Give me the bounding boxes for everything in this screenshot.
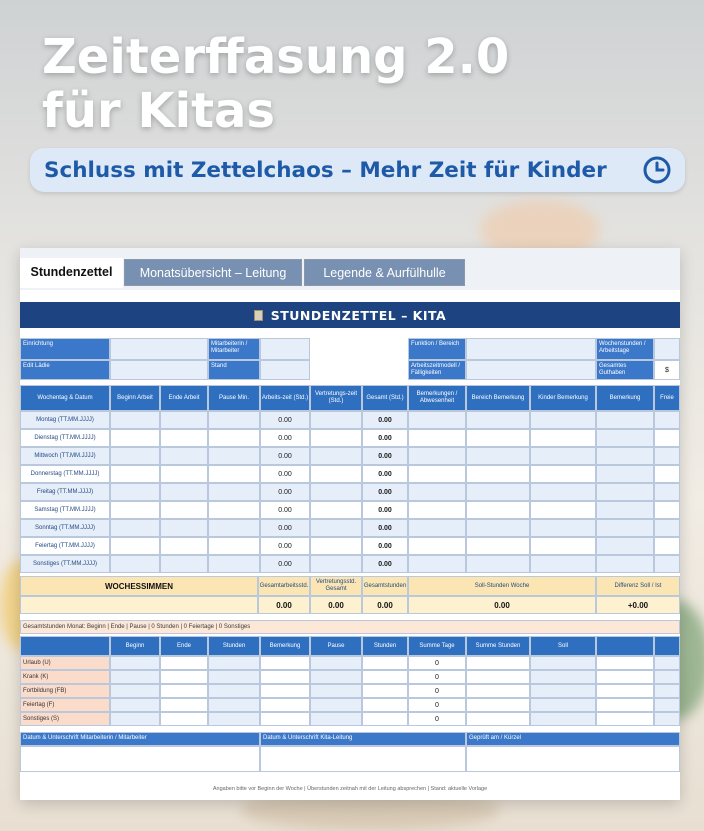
absence-input[interactable] [466, 670, 530, 684]
time-input[interactable] [160, 555, 208, 573]
absence-input[interactable] [208, 684, 260, 698]
time-input[interactable] [408, 519, 466, 537]
column-header: Beginn Arbeit [110, 385, 160, 411]
time-input[interactable] [596, 447, 654, 465]
time-input[interactable] [596, 429, 654, 447]
absence-input[interactable] [654, 712, 680, 726]
time-input[interactable] [654, 537, 680, 555]
time-input[interactable] [310, 465, 362, 483]
info-label: Gesamtes Guthaben [596, 360, 654, 380]
absence-input[interactable] [260, 656, 310, 670]
summary-header: Soll-Stunden Woche [408, 576, 596, 596]
time-input[interactable] [110, 483, 160, 501]
absence-column-header: Summe Stunden [466, 636, 530, 656]
row-label: Freitag (TT.MM.JJJJ) [20, 483, 110, 501]
column-header: Freie [654, 385, 680, 411]
absence-input[interactable] [530, 670, 596, 684]
time-input[interactable] [160, 429, 208, 447]
absence-row-label: Krank (K) [20, 670, 110, 684]
absence-input[interactable] [110, 712, 160, 726]
absence-input[interactable] [530, 684, 596, 698]
absence-input[interactable] [362, 698, 408, 712]
signature-label: Datum & Unterschrift Mitarbeiterin / Mitarbeiter [20, 732, 260, 746]
absence-input[interactable] [596, 712, 654, 726]
time-input[interactable] [530, 555, 596, 573]
time-input[interactable] [530, 465, 596, 483]
absence-input[interactable] [310, 656, 362, 670]
info-label: Funktion / Bereich [408, 338, 466, 360]
time-input[interactable] [654, 465, 680, 483]
time-input[interactable] [408, 555, 466, 573]
absence-row-label: Sonstiges (S) [20, 712, 110, 726]
row-label: Samstag (TT.MM.JJJJ) [20, 501, 110, 519]
time-input[interactable] [466, 447, 530, 465]
absence-input[interactable] [596, 670, 654, 684]
info-label: Wochenstunden / Arbeitstage [596, 338, 654, 360]
absence-input[interactable] [310, 670, 362, 684]
absence-input[interactable] [654, 656, 680, 670]
info-input[interactable] [654, 338, 680, 360]
time-input[interactable] [654, 519, 680, 537]
sheet-title: STUNDENZETTEL – KITA [270, 307, 447, 323]
column-header: Arbeits-zeit (Std.) [260, 385, 310, 411]
info-input[interactable] [466, 338, 596, 360]
tab-stundenzettel[interactable]: Stundenzettel [20, 258, 123, 288]
work-hours-value: 0.00 [260, 429, 310, 447]
time-input[interactable] [160, 537, 208, 555]
time-input[interactable] [110, 411, 160, 429]
row-label: Donnerstag (TT.MM.JJJJ) [20, 465, 110, 483]
hero-title-line-1: Zeiterffasung 2.0 [42, 29, 510, 85]
column-header: Ende Arbeit [160, 385, 208, 411]
time-input[interactable] [310, 555, 362, 573]
summary-spacer [20, 596, 258, 614]
absence-input[interactable] [260, 684, 310, 698]
info-label: Einrichtung [20, 338, 110, 360]
summary-label: WOCHESSIMMEN [20, 576, 258, 596]
absence-input[interactable] [654, 670, 680, 684]
row-label: Sonstiges (TT.MM.JJJJ) [20, 555, 110, 573]
time-input[interactable] [310, 429, 362, 447]
absence-column-header: Stunden [362, 636, 408, 656]
absence-input[interactable] [466, 712, 530, 726]
time-input[interactable] [160, 501, 208, 519]
absence-input[interactable] [110, 656, 160, 670]
info-input[interactable] [260, 338, 310, 360]
absence-input[interactable] [260, 698, 310, 712]
summary-value: +0.00 [596, 596, 680, 614]
signature-label: Datum & Unterschrift Kita-Leitung [260, 732, 466, 746]
absence-column-header: Beginn [110, 636, 160, 656]
time-input[interactable] [160, 519, 208, 537]
info-label: Mitarbeiterin / Mitarbeiter [208, 338, 260, 360]
time-input[interactable] [408, 429, 466, 447]
absence-input[interactable] [160, 684, 208, 698]
time-input[interactable] [408, 483, 466, 501]
time-input[interactable] [110, 465, 160, 483]
time-input[interactable] [596, 519, 654, 537]
time-input[interactable] [466, 555, 530, 573]
total-hours-value: 0.00 [362, 447, 408, 465]
info-input[interactable] [110, 338, 208, 360]
work-hours-value: 0.00 [260, 537, 310, 555]
footer-note: Angaben bitte vor Beginn der Woche | Überstunden zeitnah mit der Leitung absprechen | Stand: aktuelle Vorlage [212, 786, 488, 792]
absence-row-label: Feiertag (F) [20, 698, 110, 712]
time-input[interactable] [110, 501, 160, 519]
total-hours-value: 0.00 [362, 465, 408, 483]
time-input[interactable] [596, 537, 654, 555]
absence-input[interactable] [362, 670, 408, 684]
absence-input[interactable] [466, 698, 530, 712]
column-header: Wochentag & Datum [20, 385, 110, 411]
absence-input[interactable] [596, 684, 654, 698]
absence-input[interactable] [260, 712, 310, 726]
time-input[interactable] [654, 411, 680, 429]
total-hours-value: 0.00 [362, 501, 408, 519]
absence-header-blank [20, 636, 110, 656]
info-input[interactable] [110, 360, 208, 380]
row-label: Feiertag (TT.MM.JJJJ) [20, 537, 110, 555]
absence-column-header: Stunden [208, 636, 260, 656]
absence-input[interactable] [310, 698, 362, 712]
absence-input[interactable] [160, 656, 208, 670]
absence-count: 0 [408, 698, 466, 712]
total-hours-value: 0.00 [362, 555, 408, 573]
time-input[interactable] [466, 537, 530, 555]
signature-field[interactable] [260, 746, 466, 772]
summary-value: 0.00 [310, 596, 362, 614]
time-input[interactable] [110, 447, 160, 465]
signature-field[interactable] [466, 746, 680, 772]
work-hours-value: 0.00 [260, 555, 310, 573]
time-input[interactable] [110, 555, 160, 573]
absence-column-header: Ende [160, 636, 208, 656]
absence-count: 0 [408, 684, 466, 698]
time-input[interactable] [310, 537, 362, 555]
time-input[interactable] [654, 429, 680, 447]
time-input[interactable] [466, 429, 530, 447]
time-input[interactable] [408, 465, 466, 483]
summary-header: Gesamtstunden [362, 576, 408, 596]
clipboard-icon [254, 310, 263, 321]
subtitle-text: Schluss mit Zettelchaos – Mehr Zeit für Kinder [44, 157, 607, 183]
summary-value: 0.00 [362, 596, 408, 614]
absence-column-header [596, 636, 654, 656]
time-input[interactable] [408, 537, 466, 555]
time-input[interactable] [208, 465, 260, 483]
time-input[interactable] [654, 501, 680, 519]
total-hours-value: 0.00 [362, 429, 408, 447]
summary-value: 0.00 [258, 596, 310, 614]
time-input[interactable] [208, 447, 260, 465]
total-hours-value: 0.00 [362, 537, 408, 555]
summary-header: Differenz Soll / Ist [596, 576, 680, 596]
time-input[interactable] [160, 447, 208, 465]
note-strip: Gesamtstunden Monat: Beginn | Ende | Pause | 0 Stunden | 0 Feiertage | 0 Sonstiges [20, 620, 680, 634]
hero-title [42, 30, 682, 138]
subtitle-pill [30, 148, 685, 192]
absence-input[interactable] [260, 670, 310, 684]
tab-bar [20, 248, 680, 290]
time-input[interactable] [466, 411, 530, 429]
absence-column-header: Summe Tage [408, 636, 466, 656]
time-input[interactable] [408, 501, 466, 519]
time-input[interactable] [596, 465, 654, 483]
work-hours-value: 0.00 [260, 501, 310, 519]
time-input[interactable] [654, 447, 680, 465]
time-input[interactable] [310, 483, 362, 501]
work-hours-value: 0.00 [260, 519, 310, 537]
column-header: Bereich Bemerkung [466, 385, 530, 411]
absence-input[interactable] [466, 684, 530, 698]
time-input[interactable] [208, 429, 260, 447]
absence-input[interactable] [362, 684, 408, 698]
column-header: Pause Min. [208, 385, 260, 411]
absence-input[interactable] [362, 656, 408, 670]
absence-input[interactable] [596, 656, 654, 670]
absence-input[interactable] [310, 712, 362, 726]
column-header: Bemerkungen / Abwesenheit [408, 385, 466, 411]
time-input[interactable] [408, 411, 466, 429]
column-header: Kinder Bemerkung [530, 385, 596, 411]
time-input[interactable] [110, 519, 160, 537]
time-input[interactable] [208, 483, 260, 501]
absence-input[interactable] [110, 684, 160, 698]
time-input[interactable] [110, 537, 160, 555]
time-input[interactable] [530, 411, 596, 429]
time-input[interactable] [160, 411, 208, 429]
time-input[interactable] [310, 501, 362, 519]
spreadsheet-window [20, 248, 680, 800]
absence-input[interactable] [466, 656, 530, 670]
absence-input[interactable] [530, 656, 596, 670]
absence-input[interactable] [110, 698, 160, 712]
absence-column-header [654, 636, 680, 656]
time-input[interactable] [466, 501, 530, 519]
summary-value: 0.00 [408, 596, 596, 614]
time-input[interactable] [596, 411, 654, 429]
absence-input[interactable] [530, 712, 596, 726]
time-input[interactable] [160, 483, 208, 501]
time-input[interactable] [654, 555, 680, 573]
info-label: Edit Lädie [20, 360, 110, 380]
tab-legende[interactable]: Legende & Aurfülhulle [304, 259, 465, 286]
hero-title-line-2: für Kitas [42, 83, 275, 139]
total-hours-value: 0.00 [362, 519, 408, 537]
signature-field[interactable] [20, 746, 260, 772]
absence-input[interactable] [654, 684, 680, 698]
absence-input[interactable] [110, 670, 160, 684]
clock-icon [641, 154, 673, 186]
total-hours-value: 0.00 [362, 411, 408, 429]
time-input[interactable] [110, 429, 160, 447]
absence-input[interactable] [208, 670, 260, 684]
absence-count: 0 [408, 712, 466, 726]
work-hours-value: 0.00 [260, 465, 310, 483]
absence-input[interactable] [160, 670, 208, 684]
info-label: Arbeitszeitmodell / Fälligkeiten [408, 360, 466, 380]
absence-input[interactable] [362, 712, 408, 726]
total-hours-value: 0.00 [362, 483, 408, 501]
time-input[interactable] [310, 519, 362, 537]
absence-input[interactable] [208, 698, 260, 712]
row-label: Sonntag (TT.MM.JJJJ) [20, 519, 110, 537]
time-input[interactable] [530, 447, 596, 465]
absence-input[interactable] [208, 712, 260, 726]
time-input[interactable] [466, 483, 530, 501]
row-label: Dienstag (TT.MM.JJJJ) [20, 429, 110, 447]
time-input[interactable] [530, 501, 596, 519]
time-input[interactable] [160, 465, 208, 483]
absence-row-label: Fortbildung (FB) [20, 684, 110, 698]
absence-input[interactable] [310, 684, 362, 698]
absence-input[interactable] [654, 698, 680, 712]
absence-count: 0 [408, 670, 466, 684]
work-hours-value: 0.00 [260, 447, 310, 465]
absence-column-header: Soll [530, 636, 596, 656]
time-input[interactable] [466, 465, 530, 483]
sheet-title-bar [20, 302, 680, 328]
absence-input[interactable] [208, 656, 260, 670]
summary-header: Gesamtarbeitsstd. [258, 576, 310, 596]
row-label: Mittwoch (TT.MM.JJJJ) [20, 447, 110, 465]
time-input[interactable] [530, 483, 596, 501]
column-header: Bemerkung [596, 385, 654, 411]
info-value-symbol: $ [654, 360, 680, 380]
time-input[interactable] [208, 411, 260, 429]
info-input[interactable] [260, 360, 310, 380]
absence-column-header: Bemerkung [260, 636, 310, 656]
info-input[interactable] [466, 360, 596, 380]
absence-count: 0 [408, 656, 466, 670]
work-hours-value: 0.00 [260, 483, 310, 501]
column-header: Gesamt (Std.) [362, 385, 408, 411]
time-input[interactable] [530, 519, 596, 537]
info-label: Stand [208, 360, 260, 380]
time-input[interactable] [654, 483, 680, 501]
time-input[interactable] [596, 501, 654, 519]
signature-label: Geprüft am / Kürzel [466, 732, 680, 746]
row-label: Montag (TT.MM.JJJJ) [20, 411, 110, 429]
summary-header: Vertretungsstd. Gesamt [310, 576, 362, 596]
absence-input[interactable] [596, 698, 654, 712]
absence-input[interactable] [160, 698, 208, 712]
absence-column-header: Pause [310, 636, 362, 656]
time-input[interactable] [208, 555, 260, 573]
absence-input[interactable] [160, 712, 208, 726]
time-input[interactable] [530, 537, 596, 555]
time-input[interactable] [310, 411, 362, 429]
absence-input[interactable] [530, 698, 596, 712]
time-input[interactable] [530, 429, 596, 447]
tab-monatsuebersicht[interactable]: Monatsübersicht – Leitung [124, 259, 302, 286]
time-input[interactable] [596, 483, 654, 501]
time-input[interactable] [208, 519, 260, 537]
time-input[interactable] [310, 447, 362, 465]
work-hours-value: 0.00 [260, 411, 310, 429]
time-input[interactable] [466, 519, 530, 537]
time-input[interactable] [408, 447, 466, 465]
absence-row-label: Urlaub (U) [20, 656, 110, 670]
time-input[interactable] [596, 555, 654, 573]
column-header: Vertretungs-zeit (Std.) [310, 385, 362, 411]
time-input[interactable] [208, 537, 260, 555]
time-input[interactable] [208, 501, 260, 519]
